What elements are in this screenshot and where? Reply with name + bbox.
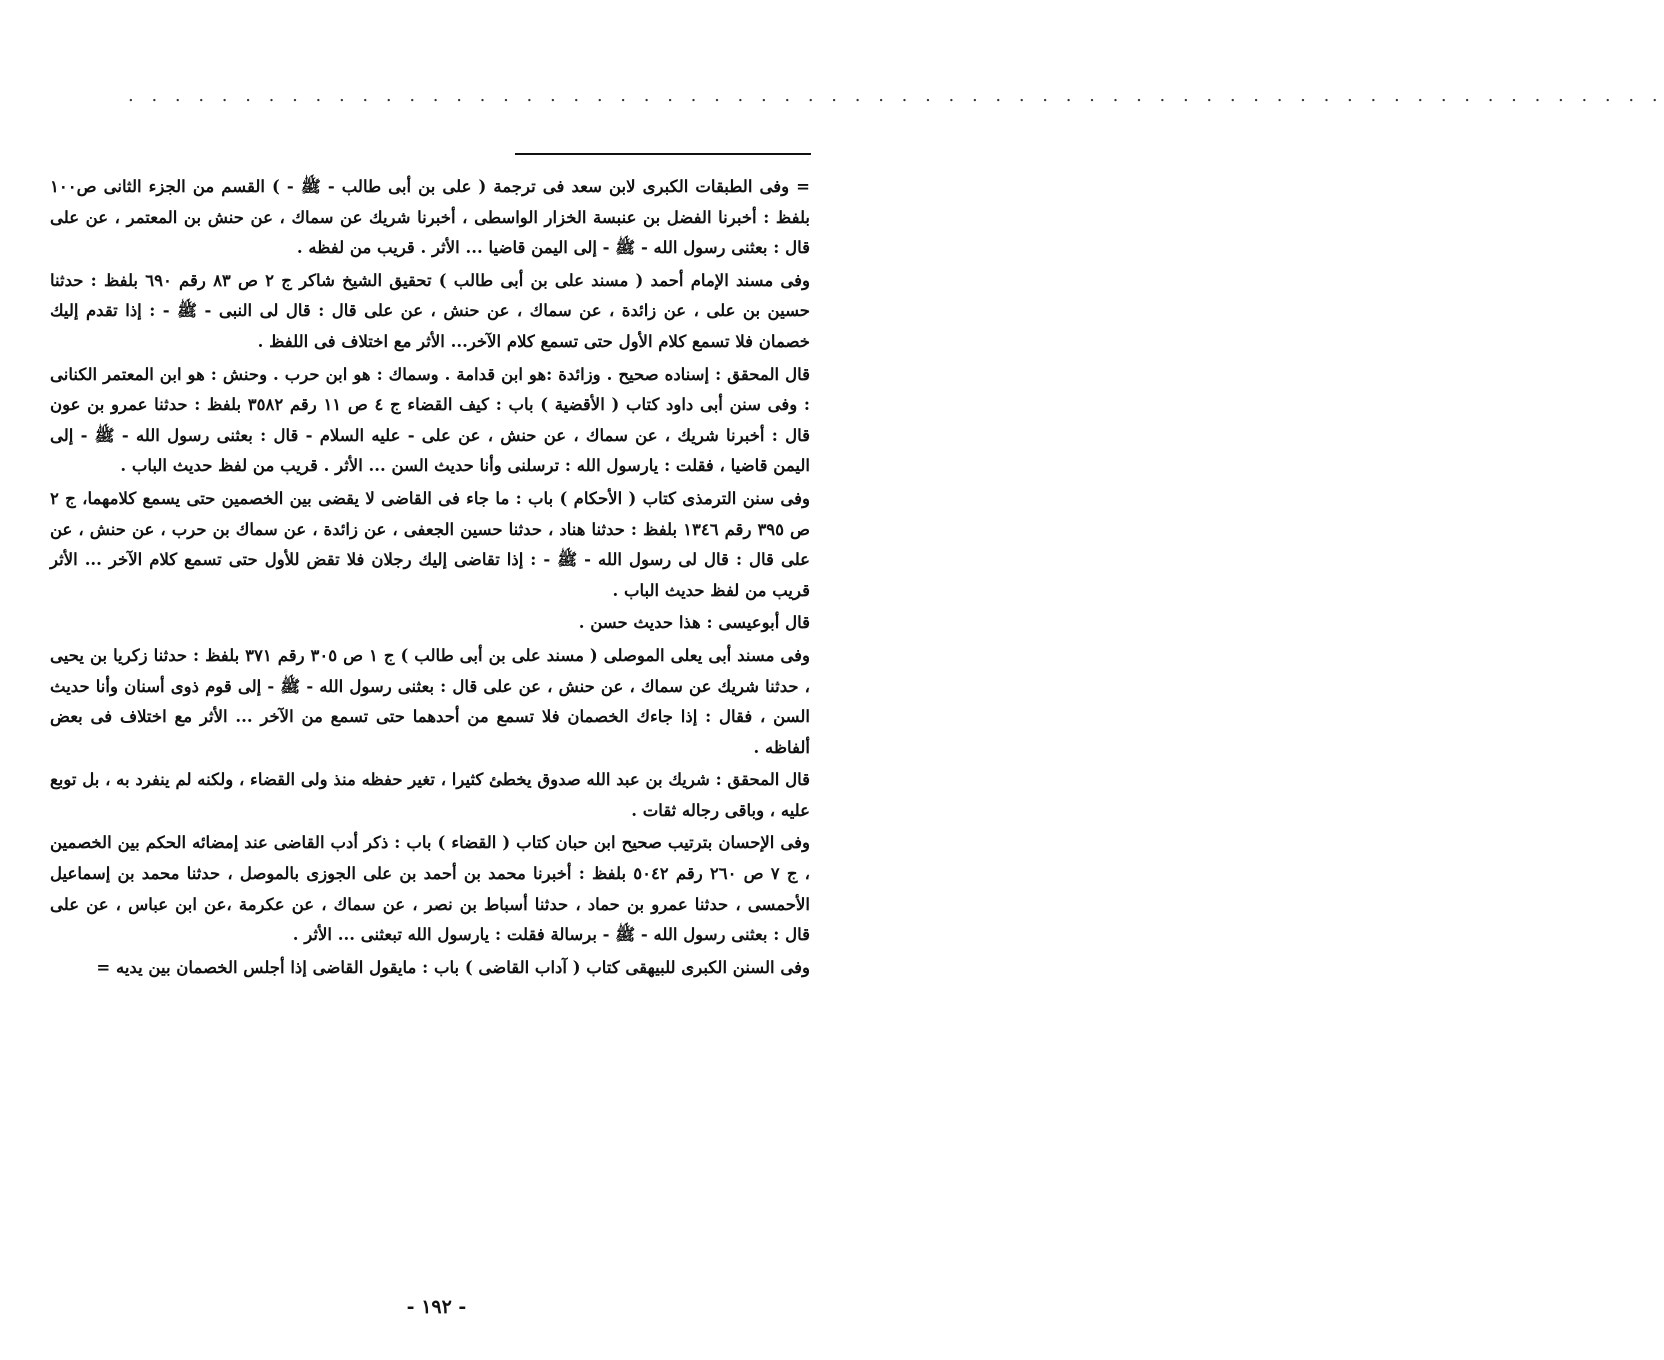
footnote-paragraph: وفى سنن الترمذى كتاب ( الأحكام ) باب : ما جاء فى القاضى لا يقضى بين الخصمين حتى يسمع كلامهما، ج ٢ ص ٣٩٥ رقم ١٣٤٦ بلفظ : حدثنا هناد ، حدثنا حسين الجعفى ، عن زائدة ، عن سماك بن حرب ، عن حنش ، عن على قال : قال لى رسول الله - ﷺ - : إذا تقاضى إليك رجلان فلا تقض للأول حتى تسمع كلام الآخر ... الأثر قريب من لفظ حديث الباب . [50, 488, 810, 600]
footnote-paragraph: وفى مسند أبى يعلى الموصلى ( مسند على بن أبى طالب ) ج ١ ص ٣٠٥ رقم ٣٧١ بلفظ : حدثنا زكريا بن يحيى ، حدثنا شريك عن سماك ، عن حنش ، عن على قال : بعثنى رسول الله - ﷺ - إلى قوم ذوى أسنان وأنا حديث السن ، فقال : إذا جاءك الخصمان فلا تسمع من أحدهما حتى تسمع من الآخر ... الأثر مع اختلاف فى بعض ألفاظه . [50, 645, 811, 757]
footnote-separator-rule [515, 153, 811, 155]
footnote-paragraph: وفى الإحسان بترتيب صحيح ابن حبان كتاب ( القضاء ) باب : ذكر أدب القاضى عند إمضائه الحكم بين الخصمين ، ج ٧ ص ٢٦٠ رقم ٥٠٤٢ بلفظ : أخبرنا محمد بن أحمد بن على الجوزى بالموصل ، حدثنا محمد بن إسماعيل الأحمسى ، حدثنا عمرو بن حماد ، حدثنا أسباط بن نصر ، عن سماك ، عن عكرمة ،عن ابن عباس ، عن على قال : بعثنى رسول الله - ﷺ - برسالة فقلت : يارسول الله تبعثنى ... الأثر . [50, 833, 810, 945]
page-number: - ١٩٢ - [406, 1296, 467, 1318]
footnote-paragraph: قال أبوعيسى : هذا حديث حسن . [578, 613, 810, 633]
footnote-paragraph: وفى مسند الإمام أحمد ( مسند على بن أبى طالب ) تحقيق الشيخ شاكر ج ٢ ص ٨٣ رقم ٦٩٠ بلفظ : حدثنا حسين بن على ، عن زائدة ، عن سماك ، عن حنش ، عن على قال : قال لى النبى - ﷺ - : إذا تقدم إليك خصمان فلا تسمع كلام الأول حتى تسمع كلام الآخر... الأثر مع اختلاف فى اللفظ . [50, 270, 810, 351]
footnote-paragraph: قال المحقق : شريك بن عبد الله صدوق يخطئ كثيرا ، تغير حفظه منذ ولى القضاء ، ولكنه لم ينفرد به ، بل توبع عليه ، وباقى رجاله ثقات . [50, 770, 810, 820]
header-dot-leader: . . . . . . . . . . . . . . . . . . . . . . . . . . . . . . . . . . . . . . . . . . . . . . . . . . . . . . . . . . . . . . . . . . [128, 85, 1664, 106]
footnote-paragraph: قال المحقق : إسناده صحيح . وزائدة :هو ابن قدامة . وسماك : هو ابن حرب . وحنش : هو ابن المعتمر الكنانى : وفى سنن أبى داود كتاب ( الأقضية ) باب : كيف القضاء ج ٤ ص ١١ رقم ٣٥٨٢ بلفظ : حدثنا عمرو بن عون قال : أخبرنا شريك ، عن سماك ، عن حنش ، عن على - عليه السلام - قال : بعثنى رسول الله - ﷺ - إلى اليمن قاضيا ، فقلت : يارسول الله : ترسلنى وأنا حديث السن ... الأثر . قريب من لفظ حديث الباب . [50, 364, 810, 476]
footnote-paragraph: = وفى الطبقات الكبرى لابن سعد فى ترجمة ( على بن أبى طالب - ﷺ - ) القسم من الجزء الثانى ص١٠٠ بلفظ : أخبرنا الفضل بن عنبسة الخزار الواسطى ، أخبرنا شريك عن سماك ، عن حنش بن المعتمر ، عن على قال : بعثنى رسول الله - ﷺ - إلى اليمن قاضيا ... الأثر . قريب من لفظه . [50, 177, 810, 258]
footnote-text-block [50, 172, 810, 985]
footnote-paragraph: وفى السنن الكبرى للبيهقى كتاب ( آداب القاضى ) باب : مايقول القاضى إذا أجلس الخصمان بين يديه = [96, 957, 810, 977]
